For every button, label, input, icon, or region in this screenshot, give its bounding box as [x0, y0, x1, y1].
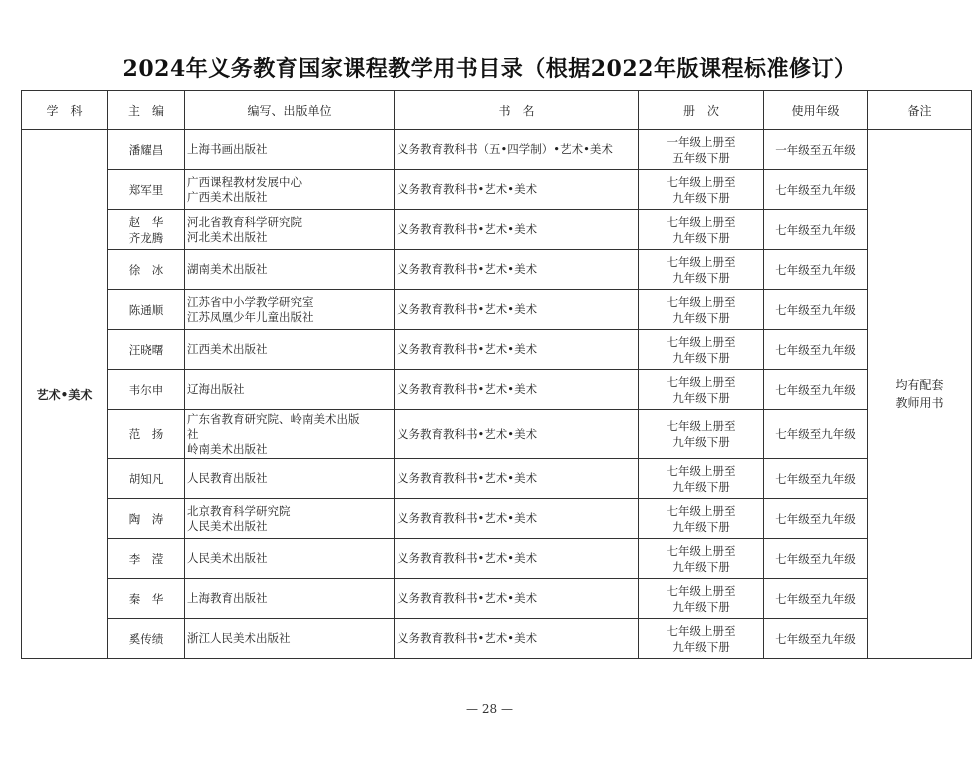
cell-line: 七年级上册至 [666, 214, 736, 229]
subject-cell: 艺术•美术 [22, 130, 108, 659]
publisher-cell [185, 210, 395, 250]
book-title-cell [395, 539, 639, 579]
volume-cell [639, 410, 764, 459]
editor-cell [108, 619, 185, 659]
grade-cell: 七年级至九年级 [764, 410, 868, 459]
publisher-cell [185, 619, 395, 659]
remark-cell [868, 130, 972, 659]
cell-line: 赵 华 [128, 214, 164, 229]
cell-line: 人民教育出版社 [187, 471, 268, 485]
book-title-text: 义务教育教科书•艺术•美术 [397, 342, 538, 356]
table-row [22, 619, 972, 659]
textbook-catalog-table [21, 90, 972, 659]
cell-line: 均有配套 [895, 378, 944, 392]
table-row [22, 539, 972, 579]
cell-line: 广西课程教材发展中心 [187, 174, 302, 189]
cell-line: 秦 华 [128, 591, 164, 606]
cell-line: 江苏省中小学教学研究室 [187, 294, 314, 309]
cell-line: 七年级上册至 [666, 334, 736, 349]
book-title-cell [395, 579, 639, 619]
cell-line: 广西美术出版社 [187, 189, 268, 204]
cell-line: 奚传绩 [128, 631, 164, 646]
page-number: — 28 — [466, 702, 513, 716]
publisher-cell [185, 290, 395, 330]
editor-cell [108, 539, 185, 579]
cell-line: 李 滢 [128, 551, 164, 566]
book-title-text: 义务教育教科书•艺术•美术 [397, 382, 538, 396]
cell-line: 七年级上册至 [666, 623, 736, 638]
page-title: 2024年义务教育国家课程教学用书目录（根据2022年版课程标准修订） [122, 56, 857, 82]
cell-line: 范 扬 [128, 427, 164, 441]
cell-line: 九年级下册 [672, 435, 730, 449]
grade-cell: 七年级至九年级 [764, 459, 868, 499]
book-title-cell [395, 330, 639, 370]
editor-cell [108, 330, 185, 370]
book-title-text: 义务教育教科书•艺术•美术 [397, 222, 538, 236]
cell-line: 七年级上册至 [666, 503, 736, 518]
cell-line: 九年级下册 [672, 310, 730, 325]
cell-line: 陈通顺 [128, 302, 164, 317]
header-publisher: 编写、出版单位 [185, 91, 395, 130]
grade-cell: 七年级至九年级 [764, 290, 868, 330]
book-title-text: 义务教育教科书•艺术•美术 [397, 511, 538, 525]
volume-cell [639, 250, 764, 290]
volume-cell [639, 290, 764, 330]
cell-line: 陶 涛 [128, 511, 164, 526]
cell-line: 九年级下册 [672, 599, 730, 614]
volume-cell [639, 539, 764, 579]
editor-cell [108, 210, 185, 250]
publisher-cell [185, 370, 395, 410]
header-remark: 备注 [868, 91, 972, 130]
table-row [22, 250, 972, 290]
book-title-cell [395, 250, 639, 290]
book-title-text: 义务教育教科书•艺术•美术 [397, 551, 538, 565]
cell-line: 韦尔申 [128, 382, 164, 397]
grade-cell: 七年级至九年级 [764, 539, 868, 579]
book-title-cell [395, 130, 639, 170]
cell-line: 岭南美术出版社 [187, 441, 268, 456]
grade-cell: 七年级至九年级 [764, 499, 868, 539]
volume-cell [639, 579, 764, 619]
book-title-text: 义务教育教科书•艺术•美术 [397, 262, 538, 276]
table-row [22, 499, 972, 539]
editor-cell [108, 459, 185, 499]
book-title-cell [395, 459, 639, 499]
cell-line: 七年级上册至 [666, 254, 736, 269]
table-row [22, 290, 972, 330]
editor-cell [108, 250, 185, 290]
editor-cell [108, 370, 185, 410]
book-title-cell [395, 290, 639, 330]
cell-line: 九年级下册 [672, 559, 730, 574]
grade-cell: 七年级至九年级 [764, 619, 868, 659]
header-volume: 册 次 [639, 91, 764, 130]
publisher-cell [185, 250, 395, 290]
publisher-cell [185, 459, 395, 499]
editor-cell [108, 290, 185, 330]
table-row [22, 370, 972, 410]
grade-cell: 七年级至九年级 [764, 579, 868, 619]
cell-line: 河北美术出版社 [187, 229, 268, 244]
book-title-cell [395, 210, 639, 250]
cell-line: 上海教育出版社 [187, 591, 268, 605]
grade-cell: 一年级至五年级 [764, 130, 868, 170]
cell-line: 七年级上册至 [666, 294, 736, 309]
cell-line: 胡知凡 [128, 471, 164, 486]
table-row [22, 579, 972, 619]
volume-cell [639, 459, 764, 499]
publisher-cell [185, 579, 395, 619]
editor-cell [108, 579, 185, 619]
volume-cell [639, 170, 764, 210]
table-row [22, 210, 972, 250]
table-row [22, 410, 972, 459]
editor-cell [108, 499, 185, 539]
table-body [22, 130, 972, 659]
cell-line: 九年级下册 [672, 479, 730, 494]
book-title-text: 义务教育教科书•艺术•美术 [397, 426, 538, 441]
book-title-text: 义务教育教科书•艺术•美术 [397, 182, 538, 196]
cell-line: 潘耀昌 [128, 142, 164, 157]
publisher-cell [185, 330, 395, 370]
cell-line: 江苏凤凰少年儿童出版社 [187, 309, 314, 324]
grade-cell: 七年级至九年级 [764, 370, 868, 410]
grade-cell: 七年级至九年级 [764, 210, 868, 250]
grade-cell: 七年级至九年级 [764, 250, 868, 290]
table-row [22, 130, 972, 170]
cell-line: 九年级下册 [672, 519, 730, 534]
header-subject: 学 科 [22, 91, 108, 130]
volume-cell [639, 330, 764, 370]
cell-line: 七年级上册至 [666, 543, 736, 558]
book-title-cell [395, 499, 639, 539]
book-title-cell [395, 370, 639, 410]
book-title-text: 义务教育教科书•艺术•美术 [397, 302, 538, 316]
header-editor: 主 编 [108, 91, 185, 130]
cell-line: 七年级上册至 [666, 419, 736, 433]
book-title-text: 义务教育教科书（五•四学制）•艺术•美术 [397, 142, 613, 156]
cell-line: 七年级上册至 [666, 583, 736, 598]
volume-cell [639, 499, 764, 539]
cell-line: 汪晓曙 [128, 342, 164, 357]
publisher-cell [185, 410, 395, 459]
book-title-cell [395, 619, 639, 659]
publisher-cell [185, 539, 395, 579]
cell-line: 五年级下册 [672, 150, 730, 165]
cell-line: 九年级下册 [672, 350, 730, 365]
cell-line: 北京教育科学研究院 [187, 503, 291, 518]
volume-cell [639, 130, 764, 170]
cell-line: 齐龙腾 [128, 230, 164, 245]
book-title-cell [395, 170, 639, 210]
cell-line: 九年级下册 [672, 190, 730, 205]
publisher-cell [185, 130, 395, 170]
grade-cell: 七年级至九年级 [764, 170, 868, 210]
table-header-row [22, 91, 972, 130]
grade-cell: 七年级至九年级 [764, 330, 868, 370]
publisher-cell [185, 499, 395, 539]
cell-line: 七年级上册至 [666, 174, 736, 189]
cell-line: 湖南美术出版社 [187, 262, 268, 276]
volume-cell [639, 619, 764, 659]
editor-cell [108, 410, 185, 459]
editor-cell [108, 130, 185, 170]
cell-line: 教师用书 [895, 396, 944, 410]
cell-line: 九年级下册 [672, 230, 730, 245]
book-title-text: 义务教育教科书•艺术•美术 [397, 631, 538, 645]
header-grade: 使用年级 [764, 91, 868, 130]
book-title-text: 义务教育教科书•艺术•美术 [397, 471, 538, 485]
cell-line: 九年级下册 [672, 390, 730, 405]
cell-line: 一年级上册至 [666, 134, 736, 149]
cell-line: 辽海出版社 [187, 382, 245, 396]
editor-cell [108, 170, 185, 210]
cell-line: 九年级下册 [672, 639, 730, 654]
table-row [22, 330, 972, 370]
header-book-title: 书 名 [395, 91, 639, 130]
cell-line: 七年级上册至 [666, 374, 736, 389]
cell-line: 江西美术出版社 [187, 342, 268, 356]
volume-cell [639, 210, 764, 250]
cell-line: 人民美术出版社 [187, 551, 268, 565]
cell-line: 徐 冰 [128, 262, 164, 277]
cell-line: 社 [187, 426, 199, 441]
volume-cell [639, 370, 764, 410]
cell-line: 九年级下册 [672, 270, 730, 285]
book-title-cell [395, 410, 639, 459]
cell-line: 人民美术出版社 [187, 518, 268, 533]
publisher-cell [185, 170, 395, 210]
table-row [22, 459, 972, 499]
cell-line: 河北省教育科学研究院 [187, 214, 302, 229]
cell-line: 郑军里 [128, 182, 164, 197]
table-row [22, 170, 972, 210]
cell-line: 七年级上册至 [666, 463, 736, 478]
book-title-text: 义务教育教科书•艺术•美术 [397, 591, 538, 605]
cell-line: 浙江人民美术出版社 [187, 631, 291, 645]
cell-line: 上海书画出版社 [187, 142, 268, 156]
cell-line: 广东省教育研究院、岭南美术出版 [187, 411, 360, 426]
